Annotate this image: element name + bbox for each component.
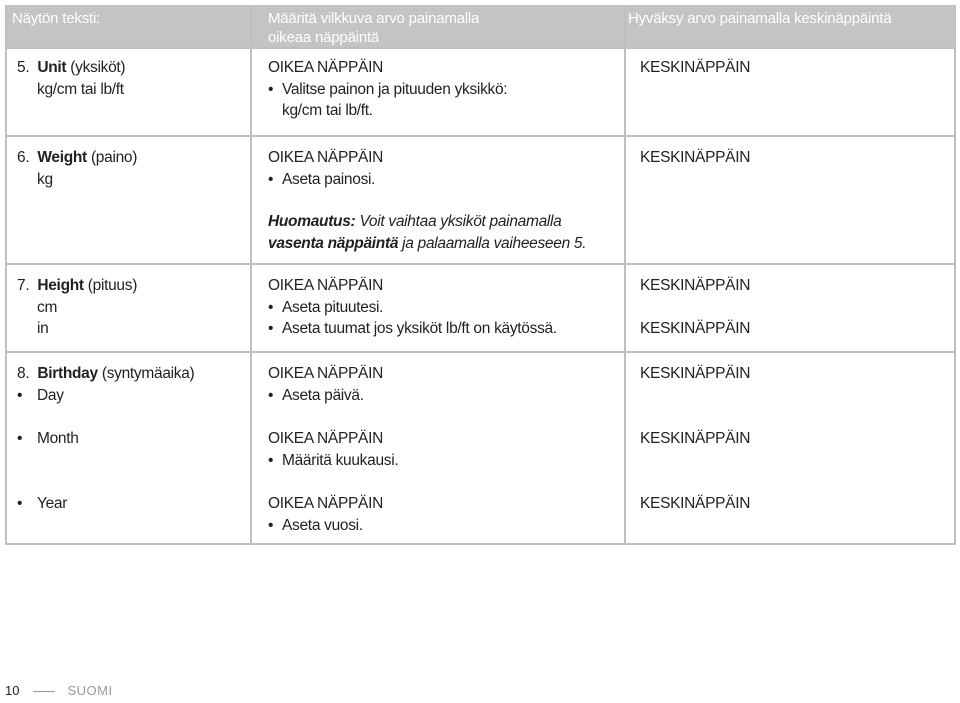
birthday-month-confirm: KESKINÄPPÄIN: [640, 430, 751, 447]
header-set-value: [268, 9, 479, 47]
grid-line: [624, 5, 626, 545]
grid-line: [954, 5, 956, 545]
unit-instructions: OIKEA NÄPPÄIN • Valitse painon ja pituuden yksikkö: kg/cm tai lb/ft.: [268, 59, 508, 119]
unit-sub: kg/cm tai lb/ft: [37, 80, 124, 98]
grid-line: [5, 351, 956, 353]
birthday-day: • Day: [17, 387, 64, 404]
weight-confirm: KESKINÄPPÄIN: [640, 149, 751, 166]
unit-confirm: KESKINÄPPÄIN: [640, 59, 751, 76]
birthday-day-confirm: KESKINÄPPÄIN: [640, 365, 751, 382]
instruction-table: [5, 5, 956, 545]
unit-action: OIKEA NÄPPÄIN: [268, 59, 383, 76]
grid-line: [5, 263, 956, 265]
grid-line: [5, 47, 956, 49]
page-number: 10: [5, 683, 20, 698]
birthday-month: • Month: [17, 430, 79, 447]
header-display-text: Näytön teksti:: [12, 10, 101, 27]
birthday-year-confirm: KESKINÄPPÄIN: [640, 495, 751, 512]
birthday-year-instructions: OIKEA NÄPPÄIN • Aseta vuosi.: [268, 495, 383, 534]
birthday-label: 8. Birthday (syntymäaika): [17, 365, 195, 382]
weight-action: OIKEA NÄPPÄIN: [268, 149, 383, 166]
unit-label: 5. Unit (yksiköt) kg/cm tai lb/ft: [17, 59, 126, 98]
height-confirm-in: KESKINÄPPÄIN: [640, 320, 751, 337]
header-set-value-line1: Määritä vilkkuva arvo painamalla: [268, 10, 480, 27]
header-confirm-value: Hyväksy arvo painamalla keskinäppäintä: [628, 10, 892, 27]
height-confirm-cm: KESKINÄPPÄIN: [640, 277, 751, 294]
weight-sub: kg: [37, 170, 53, 188]
height-instructions: OIKEA NÄPPÄIN • Aseta pituutesi. • Aseta tuumat jos yksiköt lb/ft on käytössä.: [268, 277, 557, 337]
grid-line: [5, 135, 956, 137]
birthday-year: • Year: [17, 495, 68, 512]
height-label: 7. Height (pituus) cm in: [17, 277, 138, 337]
grid-line: [5, 5, 7, 545]
weight-label: 6. Weight (paino) kg: [17, 149, 138, 188]
height-action: OIKEA NÄPPÄIN: [268, 277, 383, 294]
birthday-month-instructions: OIKEA NÄPPÄIN • Määritä kuukausi.: [268, 430, 399, 469]
weight-note: Huomautus: Voit vaihtaa yksiköt painamalla vasenta näppäintä ja palaamalla vaiheeseen 5.: [268, 213, 587, 252]
footer-divider: [33, 691, 55, 692]
birthday-day-instructions: OIKEA NÄPPÄIN • Aseta päivä.: [268, 365, 383, 404]
footer-language: SUOMI: [67, 683, 113, 698]
grid-line: [5, 543, 956, 545]
grid-line: [250, 5, 252, 545]
header-set-value-line2: oikeaa näppäintä: [268, 29, 380, 46]
weight-instructions: OIKEA NÄPPÄIN • Aseta painosi.: [268, 149, 383, 188]
page-footer: [5, 683, 113, 698]
